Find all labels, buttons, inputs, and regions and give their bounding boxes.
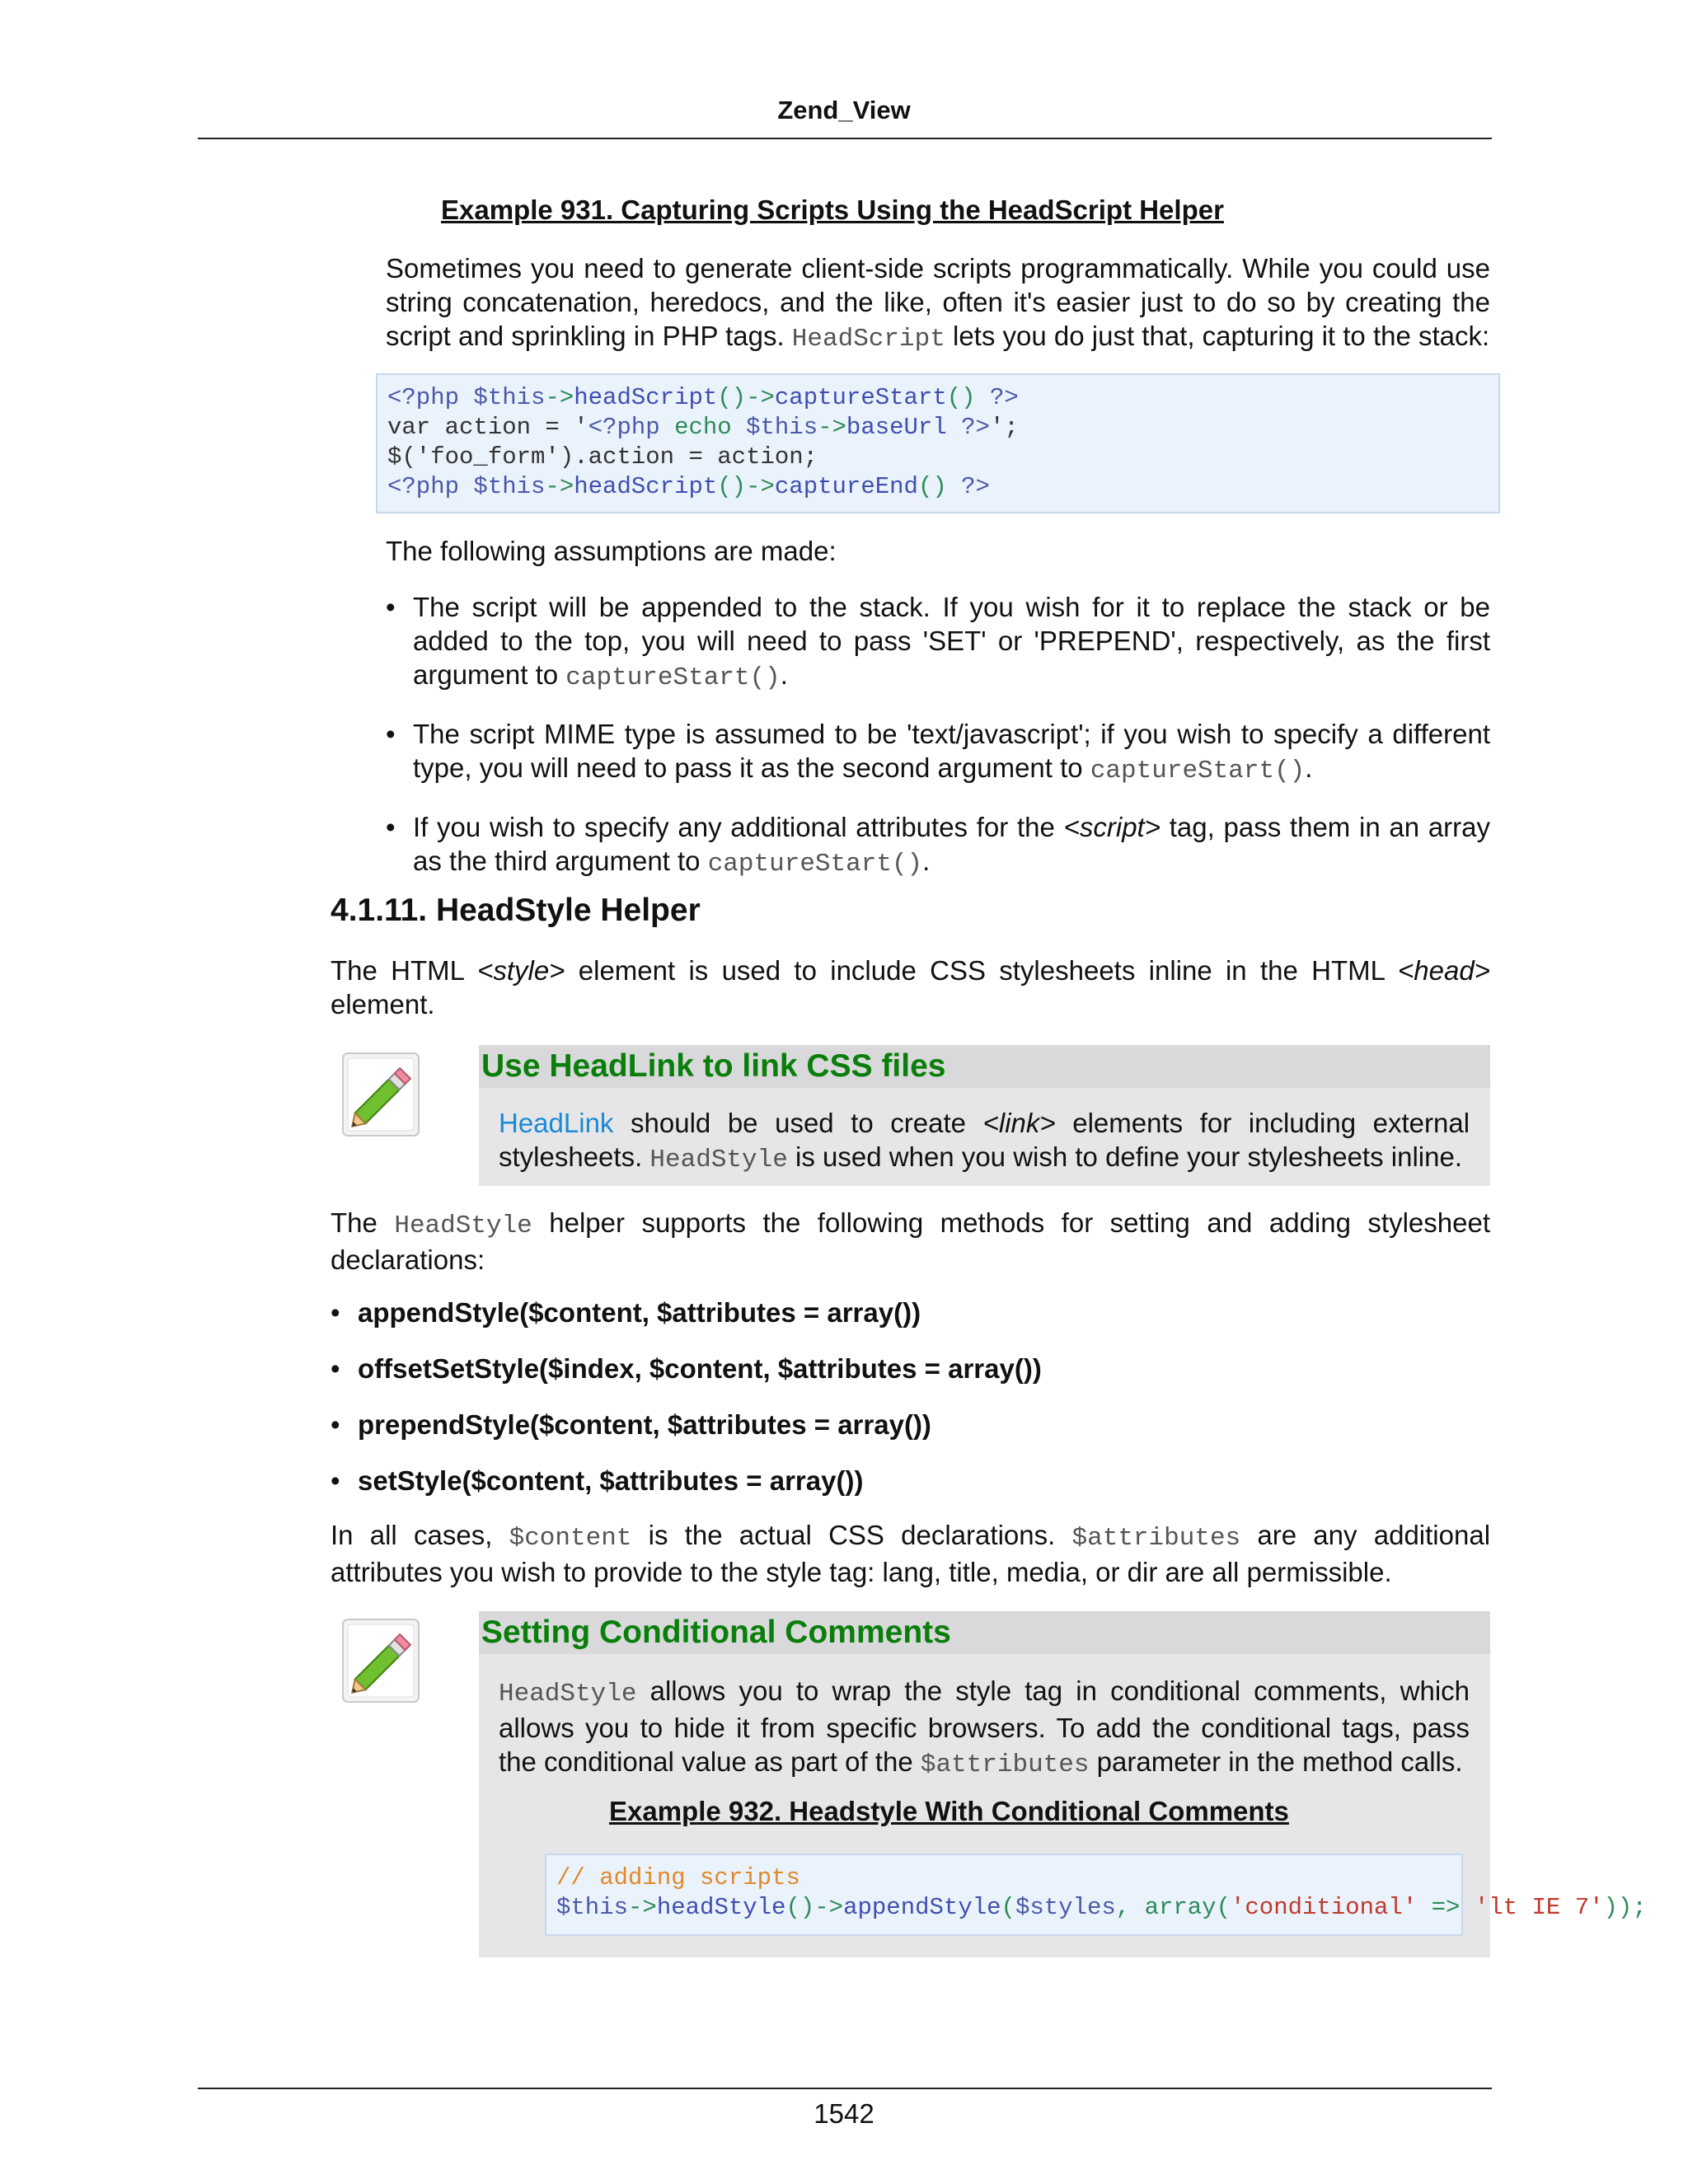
note-body: HeadLink should be used to create <link> elements for including external stylesheets. HeadStyle is used when you wish to define your stylesheets inline.: [499, 1108, 1470, 1174]
assumptions-list: [386, 590, 1491, 903]
code-line: $this->headStyle()->appendStyle($styles, array('conditional' => 'lt IE 7'));: [556, 1894, 1647, 1921]
bullet-dot: •: [331, 1465, 340, 1496]
code-comment: // adding scripts: [556, 1864, 800, 1891]
note-title: Use HeadLink to link CSS files: [481, 1048, 946, 1084]
intro-code-headscript: HeadScript: [791, 325, 945, 354]
pencil-note-icon: [338, 1613, 427, 1708]
note-box-conditional: [479, 1611, 1647, 1957]
list-item: • appendStyle($content, $attributes = array()): [331, 1297, 921, 1328]
code-listing: [387, 383, 1489, 502]
code-listing: [556, 1863, 1647, 1923]
footer-rule: [198, 2088, 1492, 2089]
bullet-dot: •: [386, 812, 396, 842]
intro-text-1: Sometimes you need to generate client-side scripts programmatically. While you could use string concatenation, heredocs, and the like, often it's easier just to do so by creating the script and sprinkling in PHP tags.: [386, 253, 1490, 351]
code-line-4: <?php $this->headScript()->captureEnd() ?>: [387, 473, 990, 500]
section-intro: The HTML <style> element is used to include CSS stylesheets inline in the HTML <head> element.: [331, 955, 1490, 1019]
bullet-dot: •: [331, 1353, 340, 1384]
list-item: • The script MIME type is assumed to be 'text/javascript'; if you wish to specify a different type, you will need to pass it as the second argument to captureStart().: [386, 719, 1490, 785]
example-932-title: Example 932. Headstyle With Conditional Comments: [609, 1796, 1289, 1826]
header-rule: [198, 138, 1492, 139]
list-item: • setStyle($content, $attributes = array()): [331, 1465, 864, 1496]
bullet-dot: •: [386, 719, 396, 749]
methods-outro: In all cases, $content is the actual CSS declarations. $attributes are any additional attributes you wish to provide to the style tag: lang, title, media, or dir are all permissible.: [331, 1520, 1491, 1587]
note-box-headlink: [479, 1045, 1490, 1186]
list-item: • If you wish to specify any additional attributes for the <script> tag, pass them in an array as the third argument to captureStart().: [386, 812, 1491, 879]
bullet-dot: •: [331, 1297, 340, 1328]
methods-list: [331, 1296, 1490, 1520]
example-931-intro: [386, 251, 1490, 356]
list-item: • The script will be appended to the stack. If you wish for it to replace the stack or be added to the top, you will need to pass 'SET' or 'PREPEND', respectively, as the first argument to captureStart().: [386, 592, 1490, 692]
example-931-title: Example 931. Capturing Scripts Using the HeadScript Helper: [441, 194, 1224, 225]
pencil-note-icon: [338, 1047, 427, 1142]
code-block-conditional: [545, 1854, 1647, 1936]
headlink-link[interactable]: HeadLink: [499, 1108, 614, 1138]
section-heading: 4.1.11. HeadStyle Helper: [331, 893, 701, 928]
code-line-2: var action = '<?php echo $this->baseUrl ?>';: [387, 414, 1019, 441]
note-title: Setting Conditional Comments: [481, 1615, 951, 1650]
list-item: • prependStyle($content, $attributes = array()): [331, 1409, 931, 1440]
running-header: Zend_View: [777, 96, 911, 124]
note-body: HeadStyle allows you to wrap the style tag in conditional comments, which allows you to hide it from specific browsers. To add the conditional tags, pass the conditional value as part of the $attributes parameter in the method calls.: [499, 1675, 1470, 1779]
intro-text-2: lets you do just that, capturing it to the stack:: [953, 321, 1490, 351]
bullet-dot: •: [386, 592, 396, 622]
note-title-bar: [479, 1045, 1490, 1088]
code-line-3: $('foo_form').action = action;: [387, 443, 818, 471]
note-title-bar: [479, 1611, 1490, 1654]
page-number: 1542: [814, 2098, 874, 2129]
bullet-dot: •: [331, 1409, 340, 1440]
list-item: • offsetSetStyle($index, $content, $attributes = array()): [331, 1353, 1042, 1384]
code-block-capture: [376, 373, 1500, 513]
code-line-1: <?php $this->headScript()->captureStart() ?>: [387, 384, 1019, 411]
assumptions-intro: The following assumptions are made:: [386, 536, 837, 566]
methods-intro: The HeadStyle helper supports the following methods for setting and adding stylesheet declarations:: [331, 1207, 1491, 1275]
